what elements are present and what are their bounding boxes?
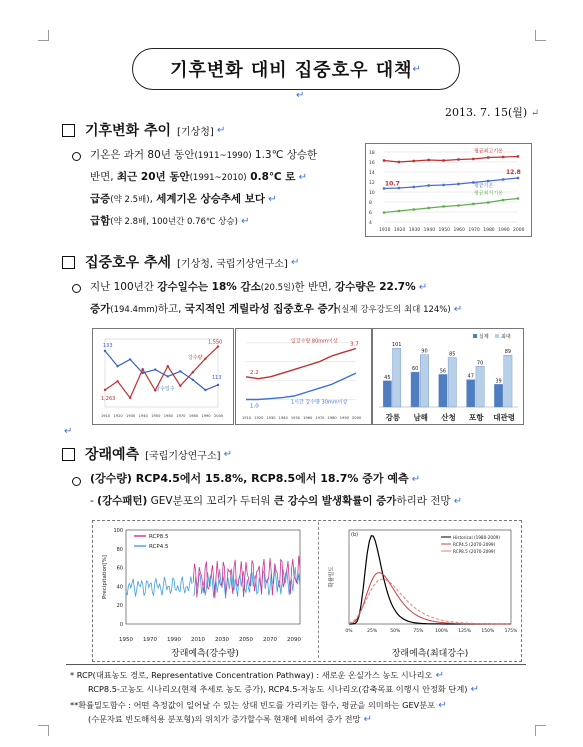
- data-point: [129, 397, 131, 399]
- historical-line: [126, 577, 192, 597]
- bar: [411, 372, 419, 407]
- bar-value-label: 89: [504, 349, 512, 356]
- series-line: [349, 573, 511, 624]
- text: (수문자료 빈도해석용 분포형)의 위치가 증가할수록 현재에 비하여 증가 전망: [88, 714, 361, 724]
- data-point: [383, 159, 385, 161]
- temperature-chart: [365, 143, 532, 237]
- crop-mark-top-left: [38, 30, 49, 41]
- data-label: 133: [103, 342, 113, 349]
- footnote-pdf: [70, 700, 447, 711]
- caption-max-precip: 장래예측(최대강수): [391, 649, 469, 659]
- data-point: [517, 155, 519, 157]
- temperature-chart-svg: [366, 144, 531, 236]
- paragraph-mark-icon: ↵: [220, 448, 233, 460]
- y-tick-label: 10: [369, 191, 375, 196]
- legend-label: RCP4.5 (2070-2099): [453, 542, 496, 547]
- bar: [383, 381, 391, 407]
- paragraph-mark-icon: ↵: [415, 282, 428, 293]
- data-point: [116, 365, 118, 367]
- data-label: 1,550: [208, 339, 223, 346]
- bar: [393, 348, 401, 407]
- document-date: [445, 104, 539, 120]
- section-source: [국립기상연구소]: [145, 450, 221, 462]
- y-tick-label: 20: [116, 603, 123, 610]
- text: 강수량은 22.7%: [334, 281, 416, 293]
- data-point: [442, 184, 444, 186]
- paragraph-mark-icon: ↵: [408, 474, 421, 485]
- data-point: [457, 158, 459, 160]
- bar: [448, 358, 456, 407]
- data-point: [129, 358, 131, 360]
- data-point: [179, 370, 181, 372]
- data-point: [141, 372, 143, 374]
- x-tick-label: 100%: [435, 629, 449, 634]
- y-tick-label: 6: [369, 211, 372, 216]
- data-point: [427, 184, 429, 186]
- bar-value-label: 45: [384, 374, 391, 381]
- legend-label: 평균최저기온: [474, 190, 503, 197]
- data-point: [502, 156, 504, 158]
- x-tick-label: 1910: [101, 414, 111, 418]
- category-label: 포항: [469, 413, 484, 422]
- text: 반면,: [90, 171, 117, 183]
- crop-mark-top-right: [535, 30, 546, 41]
- precip-days-chart-svg: [93, 329, 233, 424]
- paragraph-mark-icon: ↵: [435, 700, 447, 711]
- text: 한 반면,: [294, 281, 335, 293]
- data-point: [104, 389, 106, 391]
- y-axis-label: Precipitation[%]: [102, 555, 108, 599]
- data-point: [413, 186, 415, 188]
- x-tick-label: 1940: [423, 228, 436, 233]
- x-tick-label: 0%: [345, 629, 353, 634]
- x-tick-label: 150%: [481, 629, 495, 634]
- text: RCP4.5에서 15.8%, RCP8.5에서 18.7% 증가 예측: [135, 472, 409, 485]
- section-title: 장래예측: [85, 447, 140, 463]
- paragraph-mark-icon: ↵: [213, 124, 226, 136]
- text: (1911~1990): [194, 151, 252, 161]
- data-point: [204, 389, 206, 391]
- text: (20.5일): [260, 283, 295, 293]
- bullet-circle-icon: [72, 284, 81, 293]
- bar-value-label: 85: [449, 351, 456, 358]
- x-tick-label: 1910: [379, 228, 391, 233]
- text: 세계기온 상승추세 보다: [156, 193, 266, 205]
- legend-label: 실제: [479, 334, 489, 340]
- legend-swatch: [495, 334, 499, 338]
- section-title: 기후변화 추이: [85, 123, 172, 139]
- category-label: 대관령: [493, 413, 515, 422]
- data-point: [413, 160, 415, 162]
- paragraph-mark-icon: ↵: [450, 304, 463, 315]
- x-tick-label: 1950: [290, 416, 301, 420]
- x-tick-label: 2070: [263, 637, 277, 643]
- rain-intensity-bar-chart-svg: [373, 329, 523, 424]
- bar-value-label: 70: [476, 360, 484, 367]
- data-point: [167, 365, 169, 367]
- x-tick-label: 1960: [453, 228, 465, 233]
- figure-divider: [318, 522, 319, 658]
- x-tick-label: 25%: [367, 629, 378, 634]
- x-tick-label: 1990: [201, 414, 211, 418]
- gev-distribution-chart: [325, 524, 517, 644]
- bar-value-label: 60: [411, 366, 419, 373]
- y-tick-label: 18: [369, 151, 375, 156]
- data-point: [141, 368, 143, 370]
- data-point: [179, 385, 181, 387]
- climate-line-3: [90, 192, 277, 207]
- series-line: [246, 349, 356, 379]
- x-tick-label: 1970: [176, 414, 186, 418]
- category-label: 산청: [441, 413, 456, 422]
- x-tick-label: 1920: [254, 416, 264, 420]
- data-label: 12.8: [506, 169, 521, 176]
- x-tick-label: 2030: [215, 637, 229, 643]
- y-tick-label: 4: [369, 221, 372, 226]
- future-line-2: [90, 494, 462, 509]
- text: 강수일수는 18% 감소: [157, 281, 261, 293]
- data-point: [487, 180, 489, 182]
- x-tick-label: 125%: [458, 629, 472, 634]
- paragraph-mark-icon: ↵: [265, 194, 277, 205]
- paragraph-mark-icon: ↵: [412, 63, 422, 75]
- text: 0.8℃ 로: [246, 171, 296, 183]
- x-tick-label: 1970: [143, 637, 157, 643]
- legend-swatch: [473, 334, 477, 338]
- data-point: [204, 357, 206, 359]
- y-tick-label: 0: [119, 622, 123, 628]
- rain-line-2: [90, 302, 462, 317]
- x-tick-label: 1950: [151, 414, 161, 418]
- text: 1.3℃ 상승한: [251, 149, 318, 161]
- y-tick-label: 60: [116, 565, 123, 572]
- x-tick-label: 1960: [163, 414, 173, 418]
- rain-line-1: [90, 280, 427, 295]
- section-heading-future-projection: [62, 444, 232, 464]
- checkbox-square-icon: [62, 124, 75, 137]
- data-point: [116, 380, 118, 382]
- bar: [439, 374, 447, 407]
- data-point: [457, 204, 459, 206]
- series-line: [384, 157, 518, 163]
- data-point: [154, 368, 156, 370]
- x-tick-label: 1980: [327, 416, 337, 420]
- x-tick-label: 1970: [468, 228, 480, 233]
- document-title: 기후변화 대비 집중호우 대책: [170, 60, 413, 81]
- document-title-box: [132, 48, 460, 90]
- paragraph-mark-icon: ↵: [237, 216, 250, 227]
- text: (강수량): [90, 472, 136, 485]
- x-tick-label: 1960: [303, 416, 313, 420]
- data-label: 3.7: [350, 341, 359, 348]
- x-tick-label: 2010: [191, 637, 205, 643]
- y-tick-label: 40: [116, 584, 123, 591]
- climate-line-2: [90, 170, 307, 185]
- data-point: [192, 371, 194, 373]
- paragraph-mark-icon: ↵: [450, 496, 463, 507]
- checkbox-square-icon: [62, 256, 75, 269]
- crop-mark-bottom-left: [38, 725, 49, 736]
- data-point: [192, 379, 194, 381]
- data-point: [167, 375, 169, 377]
- series-line: [349, 579, 511, 624]
- paragraph-mark-icon: ↵: [530, 108, 540, 119]
- paragraph-mark-icon: ↵: [64, 426, 73, 437]
- text: (약 2.8배, 100년간 0.76℃ 상승): [110, 217, 238, 227]
- data-label: 10.7: [385, 180, 400, 188]
- legend-label: Historical (1980-2009): [453, 535, 501, 540]
- bar: [494, 384, 502, 407]
- data-point: [398, 210, 400, 212]
- legend-label: 평균최고기온: [474, 148, 503, 155]
- section-heading-climate-trend: [62, 120, 225, 140]
- precip-projection-chart: [100, 524, 305, 644]
- legend-label: RCP8.5 (2070-2099): [453, 549, 496, 554]
- bar: [420, 355, 428, 407]
- data-point: [442, 159, 444, 161]
- data-point: [217, 345, 219, 347]
- x-tick-label: 1980: [188, 414, 199, 418]
- x-tick-label: 2000: [214, 414, 224, 418]
- data-point: [217, 384, 219, 386]
- bar: [504, 355, 512, 407]
- rain-intensity-bar-chart: [372, 328, 524, 425]
- gev-distribution-chart-svg: [325, 524, 517, 644]
- x-tick-label: 75%: [413, 629, 424, 634]
- precip-projection-chart-svg: [100, 524, 305, 644]
- checkbox-square-icon: [62, 448, 75, 461]
- text: ,: [149, 193, 157, 205]
- category-label: 강릉: [385, 413, 401, 422]
- x-tick-label: 2000: [513, 228, 525, 233]
- text: 지난 100년간: [90, 281, 158, 293]
- category-label: 남해: [413, 413, 428, 422]
- text: (약 2.5배): [110, 195, 150, 205]
- data-label: 113: [212, 374, 222, 381]
- section-title: 집중호우 추세: [85, 255, 172, 271]
- legend-label: RCP8.5: [149, 534, 169, 540]
- x-tick-label: 1990: [498, 228, 510, 233]
- x-tick-label: 1940: [138, 414, 148, 418]
- section-source: [기상청]: [177, 126, 214, 138]
- bar-value-label: 47: [467, 373, 474, 380]
- text: 기온은 과거 80년 동안: [90, 149, 195, 161]
- text: (194.4mm): [110, 305, 158, 315]
- text: 하고,: [157, 303, 185, 315]
- data-point: [383, 187, 385, 189]
- text: **확률밀도함수 : 어떤 측정값이 일어날 수 있는 상대 빈도를 가리키는 함수, 평균을 의미하는 GEV분포: [70, 700, 436, 710]
- x-tick-label: 2090: [287, 637, 301, 643]
- paragraph-mark-icon: ↵: [287, 256, 300, 268]
- x-tick-label: 1920: [393, 228, 406, 233]
- future-line-1: [90, 472, 420, 487]
- legend-label: 최대: [501, 334, 511, 340]
- bar-value-label: 90: [421, 348, 428, 355]
- legend-label: 강수일수: [155, 385, 175, 392]
- data-point: [487, 156, 489, 158]
- y-tick-label: 16: [369, 161, 375, 166]
- data-point: [517, 177, 519, 179]
- text: (실제 강우강도의 최대 124%): [337, 305, 451, 315]
- y-tick-label: 8: [369, 201, 372, 206]
- text: 증가: [90, 303, 111, 315]
- precip-days-chart: [92, 328, 234, 425]
- legend-label: 강수량: [188, 355, 203, 361]
- series-line: [384, 178, 518, 189]
- paragraph-mark-icon: ↵: [295, 172, 307, 183]
- x-tick-label: 1950: [119, 637, 133, 643]
- data-point: [442, 205, 444, 207]
- series-line: [246, 373, 356, 399]
- x-tick-label: 1910: [242, 416, 252, 420]
- bullet-circle-icon: [72, 477, 81, 486]
- series-line: [384, 199, 518, 213]
- crop-mark-bottom-right: [535, 725, 546, 736]
- section-heading-heavy-rain-trend: [62, 252, 299, 272]
- text: RCP8.5-고농도 시나리오(현재 추세로 농도 증가), RCP4.5-저농도 시나리오(감축목표 이행시 안정화 단계): [88, 684, 468, 694]
- climate-line-1: [90, 148, 317, 163]
- paragraph-mark-icon: ↵: [467, 684, 480, 695]
- bar: [476, 366, 484, 407]
- legend-label: 일강수량 80mm이상: [291, 338, 338, 345]
- data-point: [472, 203, 474, 205]
- x-tick-label: 1930: [408, 228, 421, 233]
- paragraph-mark-icon: ↵: [432, 670, 444, 681]
- bar-value-label: 56: [439, 368, 447, 375]
- data-point: [502, 199, 504, 201]
- panel-label: (b): [351, 532, 359, 538]
- legend-label: 1시간 강수량 30mm이상: [291, 399, 348, 406]
- text: 급증: [90, 193, 111, 205]
- data-label: 1,263: [101, 395, 116, 402]
- date-text: 2013. 7. 15(월): [445, 106, 528, 119]
- text: GEV분포의 꼬리가 두터워: [147, 495, 274, 507]
- data-point: [427, 159, 429, 161]
- data-label: 1.0: [250, 403, 259, 410]
- x-tick-label: 175%: [504, 629, 517, 634]
- data-point: [517, 197, 519, 199]
- text: 국지적인 게릴라성 집중호우 증가: [184, 303, 338, 315]
- text: 큰 강수의 발생확률이 증가: [273, 495, 397, 507]
- x-tick-label: 1940: [278, 416, 288, 420]
- paragraph-mark-icon: ↵: [296, 90, 305, 101]
- y-tick-label: 80: [116, 546, 123, 553]
- text: -: [90, 495, 98, 507]
- footnote-divider: [66, 664, 526, 665]
- bar-value-label: 101: [391, 342, 402, 349]
- data-point: [502, 178, 504, 180]
- footnote-rcp: [70, 670, 444, 681]
- climate-line-4: [90, 214, 249, 229]
- data-point: [487, 201, 489, 203]
- x-tick-label: 2000: [352, 416, 362, 420]
- x-tick-label: 1930: [266, 416, 276, 420]
- x-tick-label: 1990: [167, 637, 181, 643]
- data-point: [413, 208, 415, 210]
- text: * RCP(대표농도 경로, Representative Concentration Pathway) : 새로운 온실가스 농도 시나리오: [70, 670, 433, 680]
- extreme-rain-chart: [235, 328, 372, 425]
- x-tick-label: 1990: [339, 416, 349, 420]
- x-tick-label: 1920: [113, 414, 123, 418]
- legend-label: 평균기온: [474, 183, 494, 189]
- x-tick-label: 1980: [483, 228, 495, 233]
- text: 급함: [90, 215, 111, 227]
- x-tick-label: 1950: [438, 228, 451, 233]
- text: 최근 20년 동안: [116, 171, 190, 183]
- bar: [467, 380, 475, 407]
- extreme-rain-chart-svg: [236, 329, 371, 424]
- caption-precip-projection: 장래예측(강수량): [171, 649, 239, 659]
- y-tick-label: 100: [113, 528, 123, 534]
- x-tick-label: 50%: [390, 629, 401, 634]
- y-tick-label: 12: [369, 181, 375, 186]
- legend-label: RCP4.5: [149, 544, 169, 550]
- x-tick-label: 1930: [126, 414, 136, 418]
- y-axis-label: 확률밀도: [329, 566, 335, 588]
- paragraph-mark-icon: ↵: [360, 714, 372, 725]
- section-source: [기상청, 국립기상연구소]: [177, 258, 288, 270]
- y-tick-label: 14: [369, 171, 375, 176]
- data-point: [383, 211, 385, 213]
- footnote-rcp-detail: [88, 684, 479, 695]
- x-tick-label: 2050: [239, 637, 253, 643]
- text: (1991~2010): [189, 173, 247, 183]
- data-point: [472, 158, 474, 160]
- footnote-pdf-detail: [88, 714, 372, 725]
- bullet-circle-icon: [72, 152, 81, 161]
- data-point: [457, 183, 459, 185]
- data-point: [427, 207, 429, 209]
- bar-value-label: 39: [495, 378, 502, 385]
- text: (강수패턴): [97, 495, 148, 507]
- data-point: [104, 350, 106, 352]
- text: 하리라 전망: [396, 495, 451, 507]
- data-label: 2.2: [250, 369, 259, 376]
- x-tick-label: 1970: [315, 416, 325, 420]
- data-point: [398, 161, 400, 163]
